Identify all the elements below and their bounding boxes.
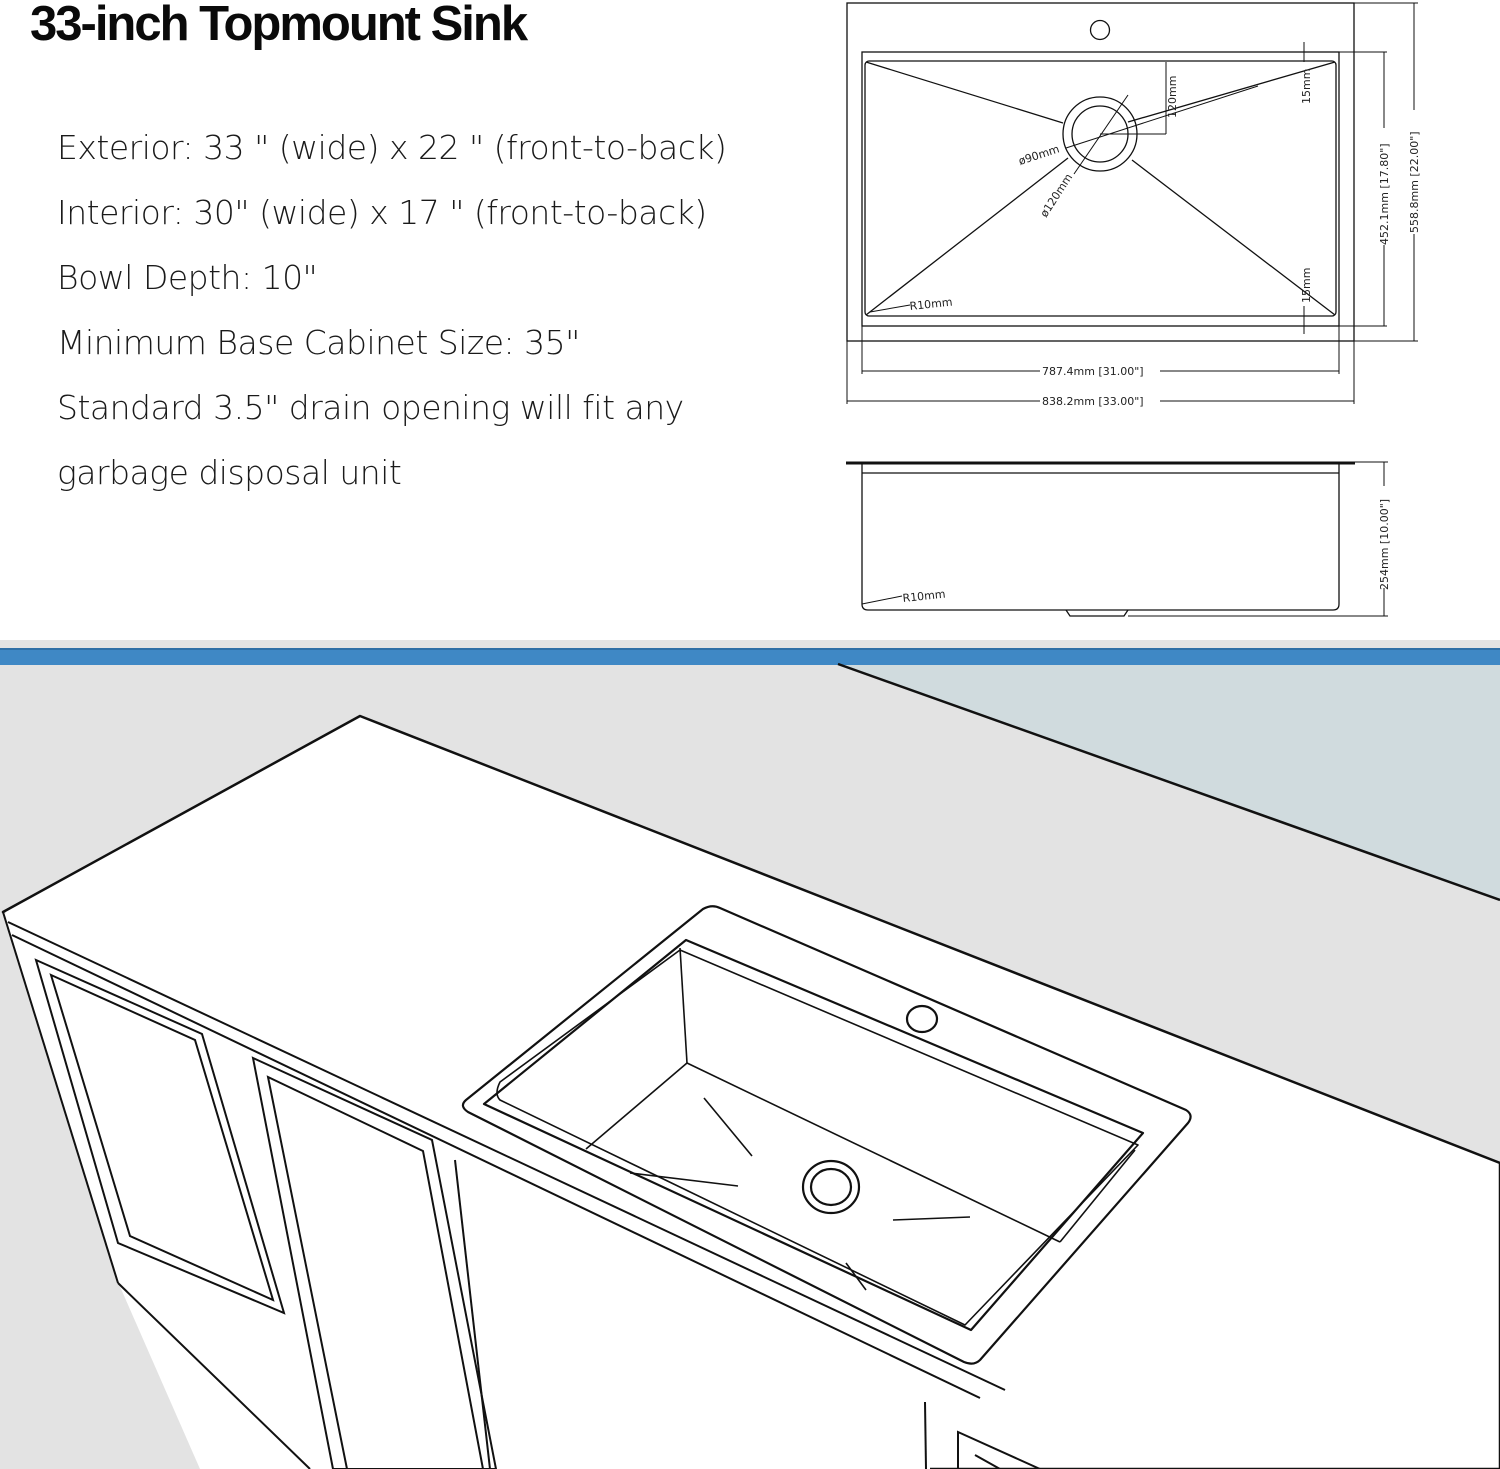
exterior-width-label: 838.2mm [33.00"] xyxy=(1042,395,1144,408)
top-view-drawing xyxy=(847,3,1418,404)
top-view-labels xyxy=(909,69,1421,408)
spec-drain-opening: Standard 3.5" drain opening will fit any xyxy=(57,388,684,427)
exterior-depth-label: 558.8mm [22.00"] xyxy=(1408,131,1421,233)
interior-depth-label: 452.1mm [17.80"] xyxy=(1378,143,1391,245)
drain-outer-label: ø120mm xyxy=(1037,171,1076,220)
technical-drawing xyxy=(0,0,1500,640)
side-view-labels xyxy=(902,499,1391,605)
drain-offset-label: 120mm xyxy=(1166,75,1179,118)
installation-illustration xyxy=(0,640,1500,1469)
rim-bottom-label: 15mm xyxy=(1300,267,1313,303)
page-title: 33-inch Topmount Sink xyxy=(30,0,527,51)
spec-interior: Interior: 30" (wide) x 17 " (front-to-back) xyxy=(57,193,707,232)
interior-width-label: 787.4mm [31.00"] xyxy=(1042,365,1144,378)
bowl-depth-label: 254mm [10.00"] xyxy=(1378,498,1391,590)
spec-min-cabinet: Minimum Base Cabinet Size: 35" xyxy=(57,323,580,362)
side-corner-radius-label: R10mm xyxy=(901,587,947,605)
spec-exterior: Exterior: 33 " (wide) x 22 " (front-to-back) xyxy=(57,128,727,167)
corner-radius-label: R10mm xyxy=(908,295,954,313)
spec-drain-opening-cont: garbage disposal unit xyxy=(57,453,402,492)
rim-top-label: 15mm xyxy=(1300,68,1313,104)
separator-band xyxy=(0,648,1500,665)
spec-bowl-depth: Bowl Depth: 10" xyxy=(57,258,318,297)
faucet-hole-icon xyxy=(1091,21,1110,40)
drain-inner-label: ø90mm xyxy=(1016,142,1062,168)
